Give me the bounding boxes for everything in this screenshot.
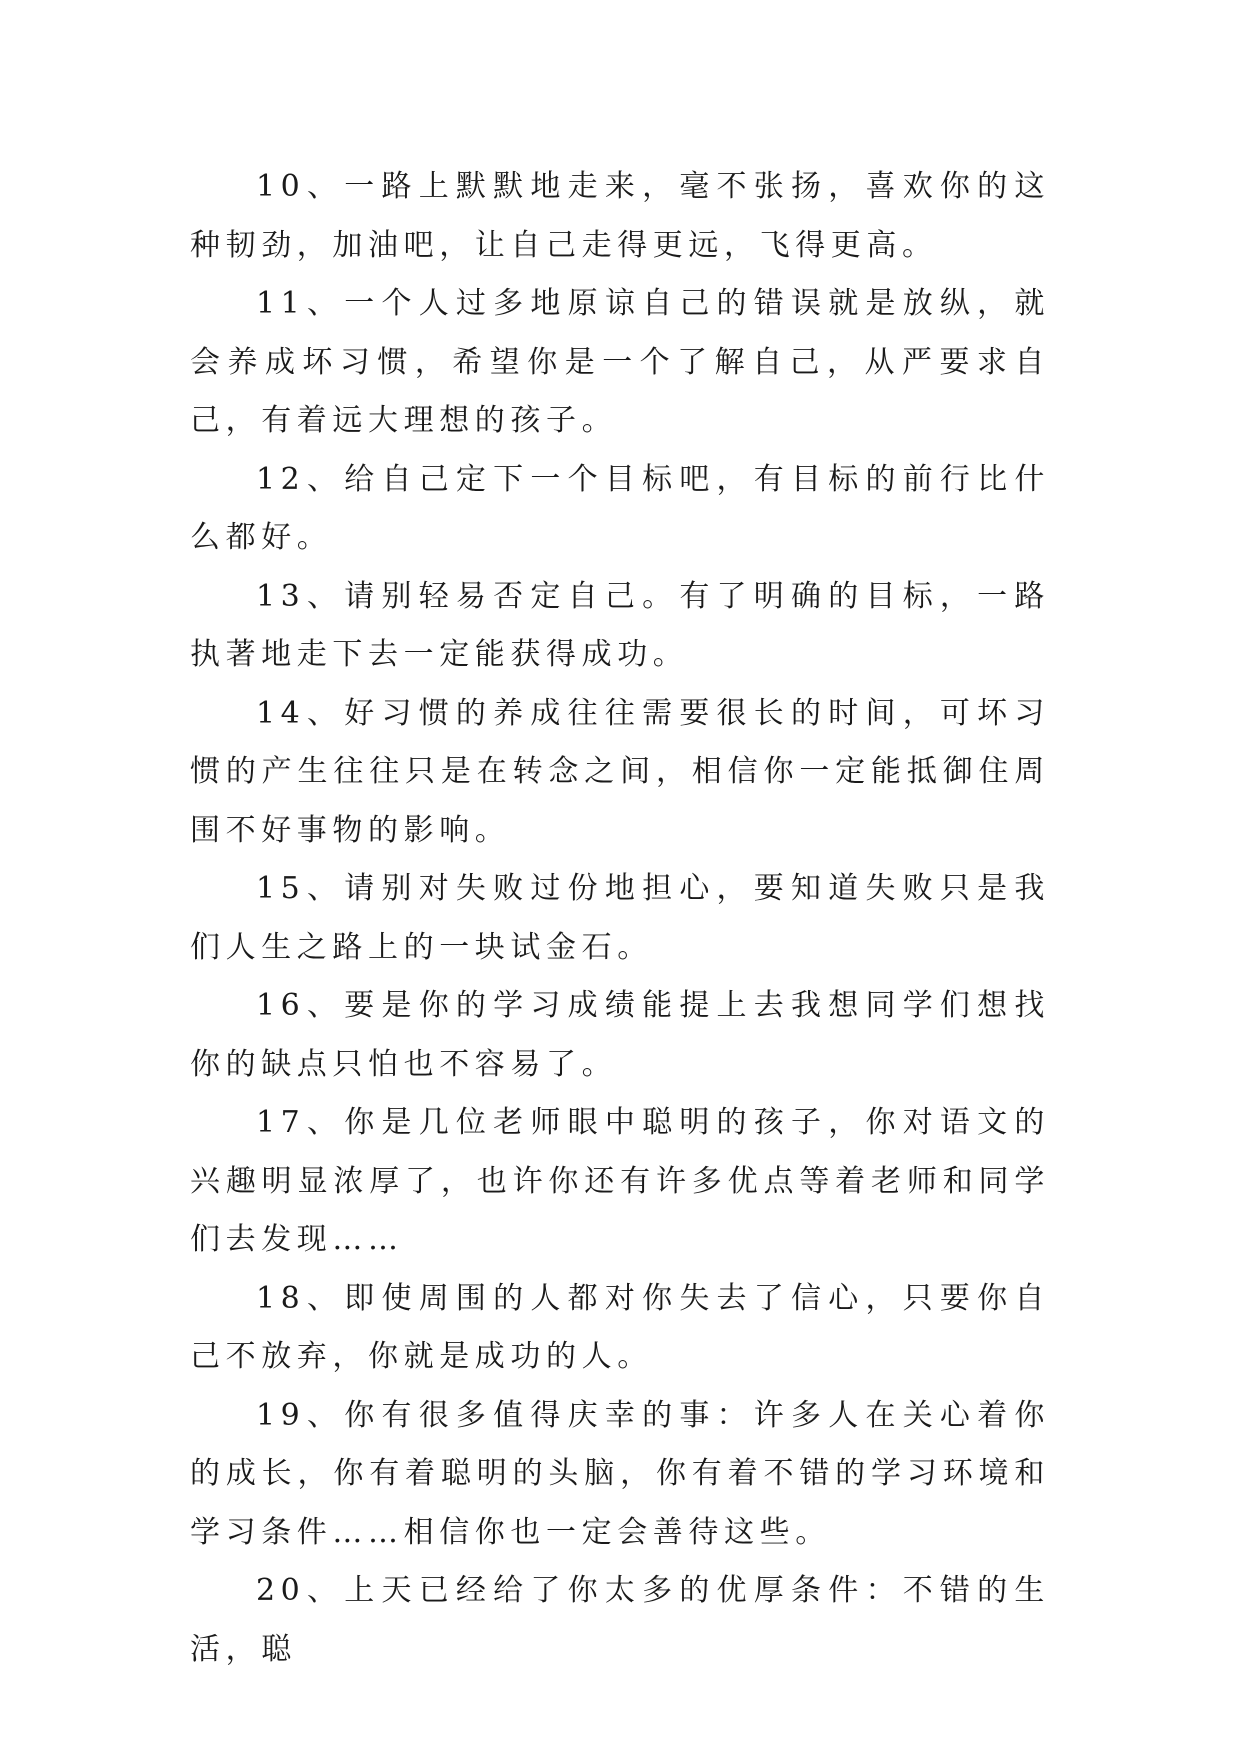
paragraph-12: 12、给自己定下一个目标吧，有目标的前行比什么都好。 <box>190 461 1050 555</box>
paragraph-16: 16、要是你的学习成绩能提上去我想同学们想找你的缺点只怕也不容易了。 <box>190 988 1050 1082</box>
paragraph-11: 11、一个人过多地原谅自己的错误就是放纵，就会养成坏习惯，希望你是一个了解自己，从严要求自己，有着远大理想的孩子。 <box>190 286 1050 438</box>
paragraph-14: 14、好习惯的养成往往需要很长的时间，可坏习惯的产生往往只是在转念之间，相信你一定能抵御住周围不好事物的影响。 <box>190 695 1050 848</box>
document-body <box>190 158 1050 1679</box>
paragraph-13: 13、请别轻易否定自己。有了明确的目标，一路执著地走下去一定能获得成功。 <box>190 578 1050 672</box>
paragraph-19: 19、你有很多值得庆幸的事：许多人在关心着你的成长，你有着聪明的头脑，你有着不错的学习环境和学习条件……相信你也一定会善待这些。 <box>190 1397 1050 1550</box>
paragraph-17: 17、你是几位老师眼中聪明的孩子，你对语文的兴趣明显浓厚了，也许你还有许多优点等着老师和同学们去发现…… <box>190 1105 1050 1257</box>
paragraph-10: 10、一路上默默地走来，毫不张扬，喜欢你的这种韧劲，加油吧，让自己走得更远，飞得更高。 <box>190 169 1050 263</box>
paragraph-20: 20、上天已经给了你太多的优厚条件：不错的生活，聪 <box>190 1573 1050 1667</box>
paragraph-15: 15、请别对失败过份地担心，要知道失败只是我们人生之路上的一块试金石。 <box>190 871 1050 965</box>
paragraph-18: 18、即使周围的人都对你失去了信心，只要你自己不放弃，你就是成功的人。 <box>190 1280 1050 1374</box>
